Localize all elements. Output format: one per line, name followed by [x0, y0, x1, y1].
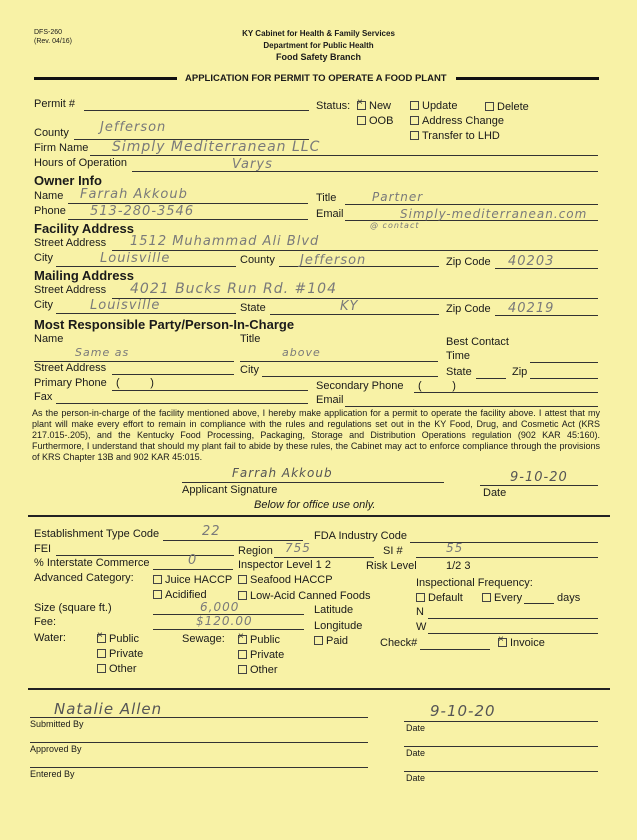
- fei-field[interactable]: [56, 555, 234, 556]
- fax-field[interactable]: [56, 403, 308, 404]
- inspectional-frequency-label: Inspectional Frequency:: [416, 577, 533, 589]
- approved-date-field[interactable]: [404, 746, 598, 747]
- hours-value: Varys: [232, 157, 273, 172]
- owner-email-note: @ contact: [370, 221, 420, 230]
- title-rule-right: [456, 77, 599, 80]
- sewage-other-option[interactable]: Other: [238, 664, 278, 676]
- status-update-option[interactable]: Update: [410, 100, 457, 112]
- owner-phone-label: Phone: [34, 205, 66, 217]
- interstate-value: 0: [188, 553, 198, 568]
- mailing-zip-value: 40219: [508, 301, 555, 316]
- fda-code-label: FDA Industry Code: [314, 530, 407, 542]
- latitude-label: Latitude: [314, 604, 354, 616]
- fda-code-field[interactable]: [410, 542, 598, 543]
- applicant-signature-field[interactable]: [182, 482, 444, 483]
- est-type-label: Establishment Type Code: [34, 528, 160, 540]
- mailing-city-field[interactable]: [56, 313, 236, 314]
- signature-date-value: 9-10-20: [510, 470, 568, 485]
- submitted-by-value: Natalie Allen: [54, 700, 163, 718]
- size-label: Size (square ft.): [34, 602, 112, 614]
- permit-label: Permit #: [34, 98, 75, 110]
- status-label: Status:: [316, 100, 351, 112]
- sewage-private-checkbox[interactable]: [238, 650, 247, 659]
- seafood-haccp-option[interactable]: Seafood HACCP: [238, 574, 333, 586]
- facility-street-value: 1512 Muhammad Ali Blvd: [130, 234, 320, 249]
- submitted-date-field[interactable]: [404, 721, 598, 722]
- low-acid-checkbox[interactable]: [238, 591, 247, 600]
- owner-title-value: Partner: [372, 190, 424, 204]
- fei-label: FEI: [34, 543, 52, 555]
- status-oob-option[interactable]: OOB: [357, 115, 393, 127]
- owner-info-heading: Owner Info: [34, 173, 102, 188]
- owner-name-value: Farrah Akkoub: [80, 187, 188, 202]
- facility-city-label: City: [34, 252, 53, 264]
- submitted-date-value: 9-10-20: [430, 702, 496, 720]
- owner-email-label: Email: [316, 208, 344, 220]
- mrp-zip-field[interactable]: [530, 378, 598, 379]
- freq-every-option[interactable]: Every: [482, 592, 522, 604]
- water-public-checkbox[interactable]: [97, 634, 106, 643]
- freq-default-option[interactable]: Default: [416, 592, 463, 604]
- mrp-email-label: Email: [316, 394, 344, 406]
- office-use-note: Below for office use only.: [254, 499, 376, 511]
- title-rule-left: [34, 77, 177, 80]
- best-contact-time-label: Time: [446, 350, 471, 362]
- owner-phone-value: 513-280-3546: [90, 204, 195, 219]
- juice-haccp-option[interactable]: Juice HACCP: [153, 574, 232, 586]
- county-label: County: [34, 127, 69, 139]
- sewage-label: Sewage:: [182, 633, 225, 645]
- approved-by-field[interactable]: [30, 742, 368, 743]
- region-field[interactable]: [274, 557, 374, 558]
- hours-label: Hours of Operation: [34, 157, 127, 169]
- mrp-street-label: Street Address: [34, 362, 107, 374]
- est-type-value: 22: [202, 524, 221, 539]
- si-field[interactable]: [416, 557, 598, 558]
- facility-street-label: Street Address: [34, 237, 107, 249]
- fee-label: Fee:: [34, 616, 57, 628]
- best-contact-label: Best Contact: [446, 336, 509, 348]
- submitted-by-label: Submitted By: [30, 719, 84, 729]
- mrp-state-label: State: [446, 366, 472, 378]
- approved-by-label: Approved By: [30, 744, 82, 754]
- si-label: SI #: [383, 545, 403, 557]
- attestation-paragraph: As the person-in-charge of the facility mentioned above, I hereby make application for a permit to operate the facility above. I attest that my plant will make every effort to remain in compliance with the rules and regulations set out in the KY Food, Drug, and Cosmetic Act (KRS 217.015-.205), and the Kentucky Food Processing, Packaging, Storage and Distribution Operations regulation (902 KAR 45:160). Furthermore, I understand that should my plant fail to abide by these rules, the Cabinet may act to enforce compliance through the provisions of KRS Chapter 13B and 902 KAR 45:015.: [32, 408, 600, 462]
- signature-date-label: Date: [483, 487, 507, 499]
- submission-separator: [28, 688, 610, 690]
- low-acid-option[interactable]: Low-Acid Canned Foods: [238, 590, 370, 602]
- mrp-zip-label: Zip: [512, 366, 528, 378]
- entered-by-label: Entered By: [30, 769, 75, 779]
- water-public-option[interactable]: × Public: [97, 633, 139, 645]
- status-new-option[interactable]: × New: [357, 100, 391, 112]
- owner-title-label: Title: [316, 192, 337, 204]
- freq-default-checkbox[interactable]: [416, 593, 425, 602]
- status-address-change-checkbox[interactable]: [410, 116, 419, 125]
- mrp-heading: Most Responsible Party/Person-In-Charge: [34, 317, 295, 332]
- facility-city-value: Louisville: [100, 251, 171, 266]
- owner-phone-field[interactable]: [68, 219, 308, 220]
- si-value: 55: [446, 541, 464, 555]
- applicant-signature-label: Applicant Signature: [182, 484, 278, 496]
- primary-phone-field[interactable]: [112, 390, 308, 391]
- mailing-address-heading: Mailing Address: [34, 268, 134, 283]
- freq-days-field[interactable]: [524, 603, 554, 604]
- sewage-other-checkbox[interactable]: [238, 665, 247, 674]
- mailing-street-value: 4021 Bucks Run Rd. #104: [130, 281, 337, 297]
- owner-email-value: Simply-mediterranean.com: [400, 207, 588, 221]
- longitude-w-label: W: [416, 621, 427, 633]
- check-number-field[interactable]: [420, 649, 490, 650]
- form-id: DFS-260: [34, 29, 63, 36]
- acidified-option[interactable]: Acidified: [153, 589, 207, 601]
- mrp-name-label: Name: [34, 333, 64, 345]
- secondary-phone-label: Secondary Phone: [316, 380, 404, 392]
- best-contact-time-field[interactable]: [530, 362, 598, 363]
- agency-name: KY Cabinet for Health & Family Services: [242, 29, 395, 38]
- owner-title-field[interactable]: [345, 204, 598, 205]
- longitude-label: Longitude: [314, 620, 363, 632]
- hours-field[interactable]: [132, 171, 598, 172]
- region-label: Region: [238, 545, 273, 557]
- risk-level-label: Risk Level: [366, 560, 417, 572]
- facility-address-heading: Facility Address: [34, 221, 134, 236]
- fee-value: $120.00: [196, 614, 253, 628]
- entered-by-field[interactable]: [30, 767, 368, 768]
- facility-zip-value: 40203: [508, 254, 555, 269]
- entered-date-field[interactable]: [404, 771, 598, 772]
- seafood-haccp-checkbox[interactable]: [238, 575, 247, 584]
- freq-every-checkbox[interactable]: [482, 593, 491, 602]
- signature-date-field[interactable]: [480, 485, 598, 486]
- facility-county-value: Jefferson: [300, 253, 367, 268]
- secondary-phone-paren: ( ): [418, 380, 456, 392]
- freq-days-label: days: [557, 592, 581, 604]
- mrp-street-field[interactable]: [112, 374, 234, 375]
- sewage-public-checkbox[interactable]: [238, 635, 247, 644]
- est-type-field[interactable]: [163, 540, 303, 541]
- status-new-checkbox[interactable]: [357, 101, 366, 110]
- region-value: 755: [285, 541, 311, 555]
- mrp-name-value: Same as: [75, 346, 130, 359]
- facility-city-field[interactable]: [56, 266, 236, 267]
- status-delete-checkbox[interactable]: [485, 102, 494, 111]
- mailing-zip-label: Zip Code: [446, 303, 491, 315]
- department-name: Department for Public Health: [263, 41, 374, 50]
- mrp-title-field[interactable]: [240, 361, 438, 362]
- latitude-n-label: N: [416, 606, 424, 618]
- branch-name: Food Safety Branch: [275, 52, 361, 62]
- primary-phone-label: Primary Phone: [34, 377, 107, 389]
- facility-county-label: County: [240, 254, 275, 266]
- sewage-private-option[interactable]: Private: [238, 649, 284, 661]
- mrp-city-field[interactable]: [262, 376, 438, 377]
- mrp-title-label: Title: [240, 333, 261, 345]
- facility-zip-label: Zip Code: [446, 256, 491, 268]
- owner-name-label: Name: [34, 190, 64, 202]
- office-use-separator: [28, 515, 610, 517]
- paid-checkbox[interactable]: [314, 636, 323, 645]
- permit-field[interactable]: [84, 110, 309, 111]
- status-oob-checkbox[interactable]: [357, 116, 366, 125]
- mailing-state-label: State: [240, 302, 266, 314]
- applicant-signature-value: Farrah Akkoub: [232, 466, 333, 480]
- mailing-state-value: KY: [340, 299, 359, 314]
- water-other-option[interactable]: Other: [97, 663, 137, 675]
- mailing-state-field[interactable]: [270, 314, 439, 315]
- mrp-email-field[interactable]: [345, 406, 598, 407]
- mailing-city-value: Louisville: [90, 298, 161, 313]
- submitted-by-field[interactable]: [30, 717, 368, 718]
- mrp-city-label: City: [240, 364, 259, 376]
- advanced-category-label: Advanced Category:: [34, 572, 134, 584]
- sewage-public-option[interactable]: × Public: [238, 634, 280, 646]
- mrp-state-field[interactable]: [476, 378, 506, 379]
- latitude-field[interactable]: [428, 618, 598, 619]
- mailing-street-label: Street Address: [34, 284, 107, 296]
- mrp-title-value: above: [282, 346, 321, 359]
- fee-field[interactable]: [153, 629, 304, 630]
- water-label: Water:: [34, 632, 66, 644]
- paid-option[interactable]: Paid: [314, 635, 348, 647]
- water-private-checkbox[interactable]: [97, 649, 106, 658]
- size-value: 6,000: [200, 600, 240, 614]
- inspector-level-label: Inspector Level 1 2: [238, 559, 331, 571]
- form-title: APPLICATION FOR PERMIT TO OPERATE A FOOD PLANT: [185, 73, 447, 84]
- county-value: Jefferson: [100, 120, 167, 135]
- status-transfer-option[interactable]: Transfer to LHD: [410, 130, 500, 142]
- invoice-option[interactable]: × Invoice: [498, 637, 545, 649]
- status-update-checkbox[interactable]: [410, 101, 419, 110]
- water-other-checkbox[interactable]: [97, 664, 106, 673]
- approved-date-label: Date: [406, 748, 426, 758]
- facility-street-field[interactable]: [112, 250, 598, 251]
- status-delete-option[interactable]: Delete: [485, 101, 529, 113]
- fax-label: Fax: [34, 391, 53, 403]
- longitude-field[interactable]: [428, 633, 598, 634]
- primary-phone-paren: ( ): [116, 377, 154, 389]
- firm-name-field[interactable]: [90, 155, 598, 156]
- submitted-date-label: Date: [406, 723, 426, 733]
- entered-date-label: Date: [406, 773, 426, 783]
- secondary-phone-field[interactable]: [414, 392, 598, 393]
- firm-name-value: Simply Mediterranean LLC: [112, 139, 321, 155]
- risk-level-value: 1/2 3: [446, 560, 471, 572]
- mailing-city-label: City: [34, 299, 53, 311]
- interstate-field[interactable]: [153, 569, 233, 570]
- status-address-change-option[interactable]: Address Change: [410, 115, 504, 127]
- check-number-label: Check#: [380, 637, 418, 649]
- form-revision: (Rev. 04/16): [34, 38, 72, 45]
- acidified-checkbox[interactable]: [153, 590, 162, 599]
- juice-haccp-checkbox[interactable]: [153, 575, 162, 584]
- firm-name-label: Firm Name: [34, 142, 89, 154]
- invoice-checkbox[interactable]: [498, 638, 507, 647]
- water-private-option[interactable]: Private: [97, 648, 143, 660]
- interstate-label: % Interstate Commerce: [34, 557, 150, 569]
- status-transfer-checkbox[interactable]: [410, 131, 419, 140]
